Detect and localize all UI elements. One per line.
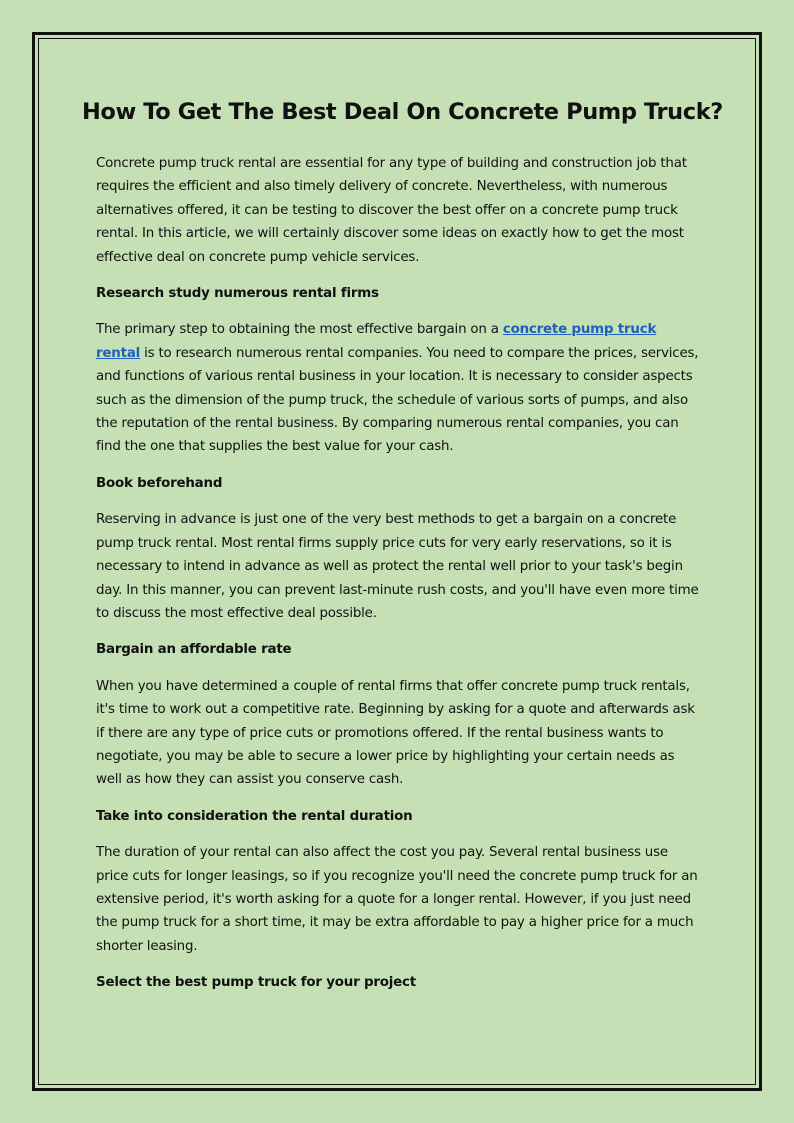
- section-heading-research: Research study numerous rental firms: [96, 286, 379, 302]
- paragraph-text-after-link: is to research numerous rental companies. You need to compare the prices, services, and functions of various rental business in your location. It is necessary to consider aspects such as the dimension of the pump truck, the schedule of various sorts of pumps, and also the reputation of the rental business. By comparing numerous rental companies, you can find the one that supplies the best value for your cash.: [96, 345, 699, 455]
- section-heading-select: Select the best pump truck for your project: [96, 975, 416, 991]
- concrete-pump-truck-rental-link[interactable]: concrete pump truck rental: [96, 322, 657, 361]
- section-paragraph-bargain: When you have determined a couple of rental firms that offer concrete pump truck rentals, it's time to work out a competitive rate. Beginning by asking for a quote and afterwards ask if there are any type of price cuts or promotions offered. If the rental business wants to negotiate, you may be able to secure a lower price by highlighting your certain needs as well as how they can assist you conserve cash.: [96, 678, 695, 788]
- article: [82, 96, 723, 1008]
- paragraph-text-before-link: The primary step to obtaining the most effective bargain on a: [96, 322, 503, 338]
- section-paragraph-book: Reserving in advance is just one of the very best methods to get a bargain on a concrete pump truck rental. Most rental firms supply price cuts for very early reservations, so it is necessary to intend in advance as well as protect the rental well prior to your task's begin day. In this manner, you can prevent last-minute rush costs, and you'll have even more time to discuss the most effective deal possible.: [96, 512, 699, 621]
- section-heading-bargain: Bargain an affordable rate: [96, 642, 292, 658]
- article-title: How To Get The Best Deal On Concrete Pump Truck?: [82, 99, 723, 125]
- section-heading-duration: Take into consideration the rental duration: [96, 808, 413, 824]
- section-paragraph-duration: The duration of your rental can also affect the cost you pay. Several rental business use price cuts for longer leasings, so if you recognize you'll need the concrete pump truck for an extensive period, it's worth asking for a quote for a longer rental. However, if you just need the pump truck for a short time, it may be extra affordable to pay a higher price for a much shorter leasing.: [96, 845, 698, 954]
- section-paragraph-research: [96, 318, 700, 458]
- intro-paragraph: Concrete pump truck rental are essential for any type of building and construction job that requires the efficient and also timely delivery of concrete. Nevertheless, with numerous alternatives offered, it can be testing to discover the best offer on a concrete pump truck rental. In this article, we will certainly discover some ideas on exactly how to get the most effective deal on concrete pump vehicle services.: [96, 156, 687, 265]
- section-heading-book: Book beforehand: [96, 475, 223, 491]
